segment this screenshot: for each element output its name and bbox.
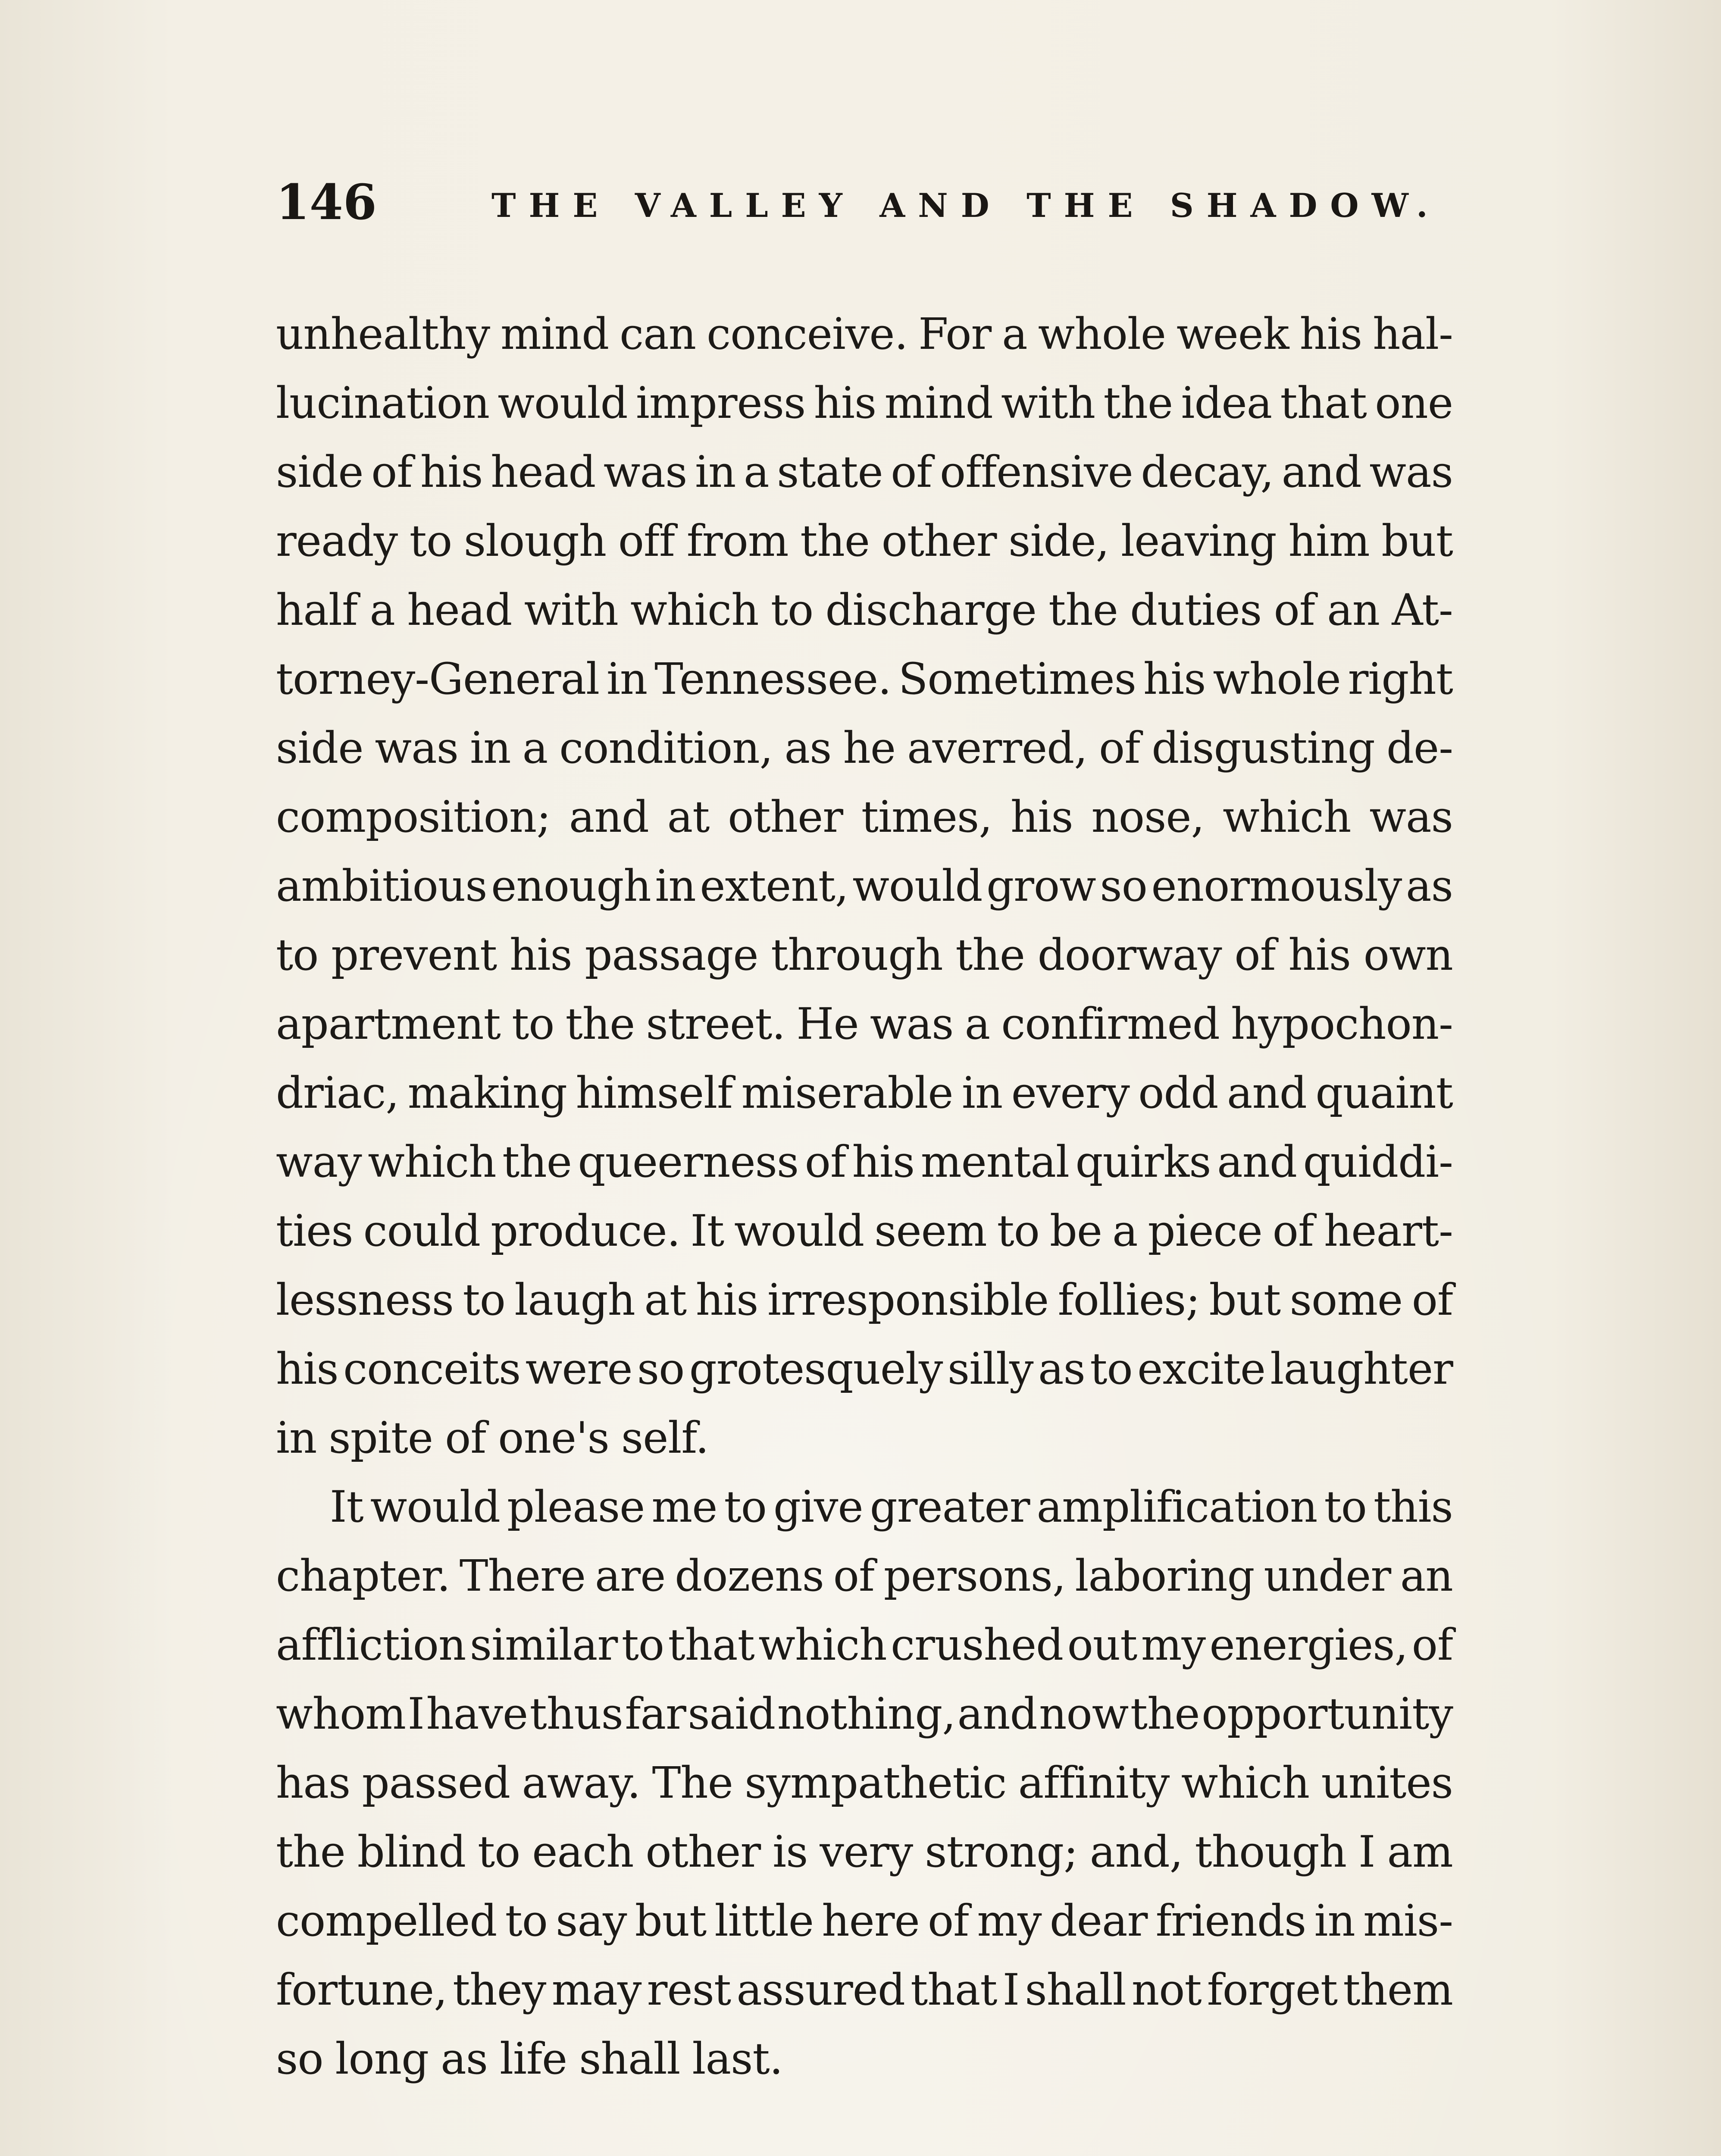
word: It [690,1206,724,1256]
word: persons, [883,1551,1066,1601]
word: side, [1008,516,1109,566]
word: which [1223,792,1351,842]
word: excite [1137,1344,1265,1394]
word: I [407,1689,425,1739]
word: have [426,1689,528,1739]
word: a [1112,1206,1138,1256]
word: At- [1392,585,1453,635]
word: one's [498,1413,609,1463]
word: The [652,1758,733,1808]
word: with [1001,378,1095,428]
word: shall [1025,1965,1126,2015]
word: street. [646,999,785,1049]
word: to [997,1206,1039,1256]
word: head [407,585,512,635]
text-line [276,438,1453,507]
word: friends [1155,1896,1306,1946]
word: an [1400,1551,1453,1601]
word: to [1090,1344,1133,1394]
word: amplification [1036,1482,1317,1532]
word: in [961,1068,1003,1118]
word: Tennessee. [654,654,892,704]
word: of [371,447,413,497]
word: nothing, [777,1689,956,1739]
word: of [1272,1206,1314,1256]
text-line [276,1059,1453,1128]
word: right [1348,654,1453,704]
text-line [276,1542,1453,1611]
word: lessness [276,1275,454,1325]
word: that [1280,378,1367,428]
word: other [881,516,997,566]
word: under [1264,1551,1391,1601]
word: away. [522,1758,641,1808]
word: to [409,516,452,566]
word: Sometimes [898,654,1136,704]
word: an [1327,585,1380,635]
word: his [852,1137,915,1187]
text-line [276,714,1453,783]
text-line [276,1955,1453,2024]
text-line [276,852,1453,921]
word: of [833,1551,874,1601]
word: passed [362,1758,510,1808]
word: mis- [1363,1896,1453,1946]
text-line [276,576,1453,645]
word: enough [491,861,651,911]
word: his [814,378,876,428]
word: they [453,1965,546,2015]
word: can [620,309,696,359]
word: was [603,447,687,497]
word: his [1288,930,1351,980]
word: of [1411,1275,1453,1325]
word: irresponsible [767,1275,1049,1325]
word: to [463,1275,505,1325]
word: fortune, [276,1965,447,2015]
text-line [276,1749,1453,1818]
word: chapter. [276,1551,451,1601]
word: forget [1207,1965,1338,2015]
word: is [773,1827,808,1877]
word: ties [276,1206,353,1256]
word: state [777,447,883,497]
word: one [1375,378,1453,428]
text-line [276,1680,1453,1749]
word: are [595,1551,666,1601]
word: in [606,654,648,704]
word: self. [621,1413,709,1463]
word: though [1195,1827,1347,1877]
word: were [525,1344,632,1394]
word: lucination [276,378,490,428]
word: my [977,1896,1042,1946]
word: to [512,999,554,1049]
word: would [498,378,628,428]
word: life [500,2034,567,2084]
word: hypochon- [1231,999,1453,1049]
word: to [621,1620,664,1670]
word: his [420,447,483,497]
word: which [368,1137,496,1187]
word: please [507,1482,645,1532]
word: way [276,1137,362,1187]
word: of [1411,1620,1453,1670]
word: own [1363,930,1453,980]
word: thus [529,1689,623,1739]
word: am [1387,1827,1453,1877]
word: duties [1130,585,1262,635]
word: I [1358,1827,1375,1877]
word: long [335,2034,429,2084]
word: of [804,1137,846,1187]
word: assured [736,1965,905,2015]
word: disgusting [1152,723,1375,773]
word: other [645,1827,761,1877]
word: quaint [1315,1068,1453,1118]
word: and [1217,1137,1297,1187]
word: hal- [1373,309,1453,359]
word: his [695,1275,758,1325]
word: of [445,1413,486,1463]
text-line [276,1404,1453,1473]
word: other [728,792,843,842]
body-text [276,300,1453,2093]
word: the [955,930,1025,980]
word: his [1143,654,1206,704]
word: laugh [514,1275,635,1325]
word: to [770,585,814,635]
word: spite [329,1413,433,1463]
word: times, [861,792,992,842]
word: seem [874,1206,987,1256]
word: energies, [1209,1620,1408,1670]
word: blind [357,1827,466,1877]
word: making [407,1068,567,1118]
word: off [618,516,675,566]
word: but [635,1896,707,1946]
text-line [276,1335,1453,1404]
word: at [644,1275,687,1325]
word: prevent [331,930,497,980]
word: whole [1038,309,1166,359]
word: the [276,1827,345,1877]
word: produce. [491,1206,680,1256]
word: his [276,1344,338,1394]
word: nose, [1091,792,1205,842]
word: of [927,1896,969,1946]
word: was [870,999,954,1049]
running-title: THE VALLEY AND THE SHADOW. [491,186,1441,225]
word: doorway [1037,930,1222,980]
word: was [375,723,459,773]
text-line [276,300,1453,369]
text-line [276,921,1453,990]
text-line [276,1818,1453,1887]
word: head [491,447,596,497]
word: through [771,930,943,980]
word: grow [986,861,1096,911]
word: condition, [559,723,773,773]
word: that [911,1965,997,2015]
word: as [1038,1344,1085,1394]
word: would [852,861,983,911]
word: far [625,1689,686,1739]
word: say [556,1896,627,1946]
word: compelled [276,1896,497,1946]
word: and [957,1689,1037,1739]
word: would [370,1482,500,1532]
word: he [843,723,896,773]
word: decay, [1141,447,1274,497]
word: greater [870,1482,1030,1532]
word: a [964,999,990,1049]
word: laboring [1075,1551,1255,1601]
word: the [800,516,870,566]
word: ambitious [276,861,487,911]
word: every [1011,1068,1130,1118]
word: torney-General [276,654,600,704]
word: very [820,1827,913,1877]
word: as [1405,861,1453,911]
text-line [276,645,1453,714]
word: but [1209,1275,1281,1325]
word: side [276,447,363,497]
word: similar [469,1620,618,1670]
word: side [276,723,363,773]
word: said [688,1689,776,1739]
word: quirks [1075,1137,1211,1187]
word: the [565,999,635,1049]
word: affliction [276,1620,466,1670]
word: leaving [1121,516,1277,566]
word: out [1067,1620,1137,1670]
word: so [637,1344,685,1394]
text-line [276,783,1453,852]
word: apartment [276,999,501,1049]
word: driac, [276,1068,399,1118]
word: a [743,447,769,497]
word: in [470,723,511,773]
word: miserable [741,1068,953,1118]
word: conceive. [707,309,908,359]
word: conceits [343,1344,521,1394]
word: his [1010,792,1073,842]
word: this [1373,1482,1453,1532]
word: at [667,792,710,842]
word: quiddi- [1303,1137,1453,1187]
word: ready [276,516,398,566]
word: them [1343,1965,1453,2015]
word: the [502,1137,572,1187]
word: of [1234,930,1276,980]
word: but [1381,516,1453,566]
word: odd [1138,1068,1218,1118]
text-line [276,1266,1453,1335]
word: rest [647,1965,731,2015]
word: composition; [276,792,551,842]
word: may [551,1965,641,2015]
word: the [1048,585,1118,635]
word: him [1288,516,1370,566]
word: himself [576,1068,733,1118]
word: not [1131,1965,1202,2015]
word: of [1099,723,1140,773]
word: unites [1321,1758,1453,1808]
word: mind [884,378,993,428]
word: piece [1148,1206,1262,1256]
word: There [459,1551,586,1601]
word: be [1049,1206,1102,1256]
word: was [1369,792,1453,842]
word: a [1002,309,1027,359]
word: could [363,1206,481,1256]
word: in [1314,1896,1355,1946]
word: laughter [1270,1344,1453,1394]
word: little [714,1896,814,1946]
word: would [734,1206,864,1256]
word: week [1176,309,1289,359]
text-line [276,990,1453,1059]
word: It [330,1482,363,1532]
word: half [276,585,358,635]
word: follies; [1058,1275,1200,1325]
word: was [1369,447,1453,497]
text-line [276,1473,1453,1542]
text-line [276,507,1453,576]
text-line [276,369,1453,438]
word: his [510,930,572,980]
word: confirmed [1001,999,1220,1049]
word: which [1181,1758,1310,1808]
word: and [569,792,649,842]
word: and [1227,1068,1307,1118]
word: averred, [907,723,1087,773]
word: For [918,309,992,359]
word: and, [1089,1827,1183,1877]
word: with [524,585,618,635]
word: that [668,1620,754,1670]
word: mind [501,309,609,359]
word: so [1100,861,1147,911]
word: mental [920,1137,1069,1187]
word: to [276,930,319,980]
word: as [784,723,832,773]
word: crushed [891,1620,1064,1670]
word: my [1141,1620,1206,1670]
word: sympathetic [745,1758,1007,1808]
word: to [1324,1482,1367,1532]
word: from [686,516,789,566]
word: which [630,585,759,635]
word: strong; [925,1827,1078,1877]
word: I [1002,1965,1020,2015]
word: here [822,1896,920,1946]
word: which [758,1620,887,1670]
word: whole [1213,654,1341,704]
word: now [1039,1689,1129,1739]
word: whom [276,1689,406,1739]
word: to [505,1896,548,1946]
page-number: 146 [276,174,377,231]
page-header [276,172,1453,241]
word: passage [585,930,758,980]
word: offensive [940,447,1133,497]
word: unhealthy [276,309,490,359]
word: extent, [700,861,848,911]
word: He [796,999,859,1049]
word: shall [579,2034,680,2084]
word: affinity [1018,1758,1170,1808]
word: to [724,1482,767,1532]
word: in [276,1413,317,1463]
word: dozens [675,1551,824,1601]
word: the [1130,1689,1200,1739]
word: slough [463,516,607,566]
word: to [478,1827,520,1877]
word: of [891,447,932,497]
word: as [441,2034,488,2084]
word: a [369,585,395,635]
word: each [532,1827,634,1877]
word: the [1103,378,1173,428]
word: impress [635,378,806,428]
word: give [773,1482,863,1532]
word: opportunity [1202,1689,1453,1739]
word: enormously [1151,861,1402,911]
word: in [655,861,696,911]
text-line [276,1128,1453,1197]
text-line [276,1611,1453,1680]
word: queerness [578,1137,799,1187]
text-line [276,1887,1453,1955]
word: a [522,723,548,773]
word: in [695,447,736,497]
word: of [1274,585,1315,635]
word: silly [947,1344,1033,1394]
word: idea [1181,378,1272,428]
word: has [276,1758,350,1808]
word: his [1299,309,1362,359]
word: and [1281,447,1361,497]
word: me [651,1482,717,1532]
word: some [1289,1275,1403,1325]
word: dear [1049,1896,1148,1946]
text-line [276,1197,1453,1266]
word: discharge [825,585,1036,635]
word: so [276,2034,323,2084]
word: grotesquely [689,1344,943,1394]
text-line [276,2024,1453,2093]
word: last. [692,2034,783,2084]
word: heart- [1324,1206,1453,1256]
word: de- [1386,723,1453,773]
